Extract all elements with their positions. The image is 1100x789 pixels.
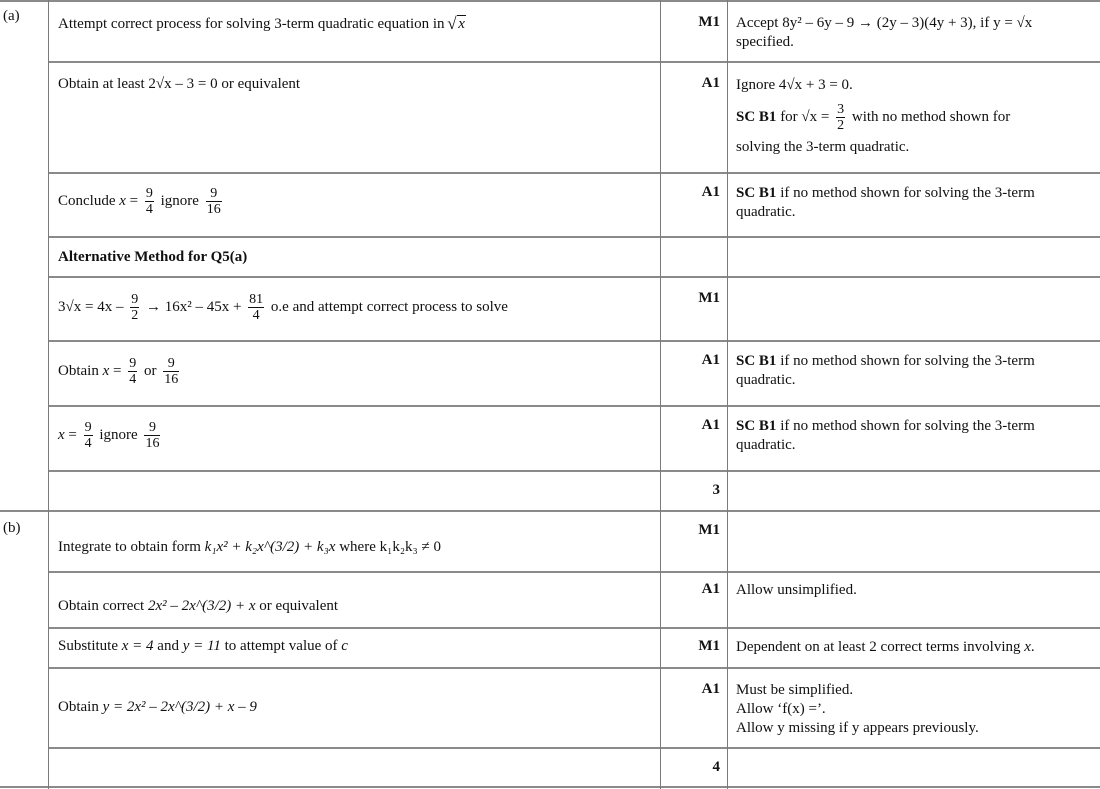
answer-text: Obtain at least (58, 76, 149, 92)
answer-suffix: where k₁k₂k₃ ≠ 0 (335, 539, 442, 555)
row-divider (49, 667, 1100, 669)
guidance-line: Allow ‘f(x) =’. (736, 701, 826, 717)
answer-suffix: or equivalent (217, 76, 301, 92)
guidance-line: quadratic. (736, 437, 796, 453)
var-x: x (102, 362, 110, 379)
guidance-cell (736, 352, 1096, 390)
answer-text: Substitute (58, 638, 122, 654)
guidance-cell: Dependent on at least 2 correct terms involving x. (736, 639, 1035, 655)
guidance-line: Must be simplified. (736, 682, 854, 698)
answer-cell (58, 598, 658, 615)
guidance-line: SC B1 for √x = $\frac{3}{2}$ with no method shown for (736, 102, 1011, 134)
guidance-cell (736, 417, 1096, 455)
sqrt-x: √ x (448, 16, 466, 33)
guidance-line: quadratic. (736, 204, 796, 220)
column-divider (48, 0, 49, 789)
alternative-method-heading: Alternative Method for Q5(a) (58, 249, 248, 265)
answer-text: or (140, 362, 161, 379)
mark-cell: A1 (701, 681, 720, 697)
answer-cell (58, 420, 658, 451)
mark-cell: A1 (701, 581, 720, 597)
table-top-border (0, 0, 1100, 2)
var-x: x (119, 192, 126, 209)
answer-math: → 16x² – 45x + (142, 298, 246, 315)
row-divider (49, 236, 1100, 238)
answer-text: Obtain (58, 362, 103, 379)
guidance-line: specified. (736, 34, 794, 50)
row-divider (49, 172, 1100, 174)
mark-cell: A1 (701, 75, 720, 91)
answer-cell (58, 186, 658, 217)
column-divider (660, 0, 661, 789)
answer-text: Attempt correct process for solving 3-term quadratic equation in (58, 16, 449, 32)
answer-suffix: to attempt value of (220, 638, 342, 654)
equals: = (64, 426, 81, 443)
answer-cell (58, 292, 658, 323)
mark-cell: M1 (698, 290, 720, 306)
fraction: $\frac{9}{4}$ (129, 356, 137, 387)
fraction: $\frac{9}{4}$ (145, 186, 153, 217)
mark-cell: M1 (698, 14, 720, 30)
answer-math: x = 4 (121, 638, 154, 654)
answer-text: and (153, 638, 183, 654)
row-divider (49, 747, 1100, 749)
guidance-line: SC B1 if no method shown for solving the 3-term (736, 185, 1035, 201)
answer-cell (58, 539, 658, 556)
answer-math: y = 2x² – 2x^(3/2) + x – 9 (102, 699, 257, 715)
part-divider (0, 510, 1100, 512)
fraction: $\frac{9}{4}$ (84, 420, 92, 451)
answer-math: k₁x² + k₂x^(3/2) + k₃x (204, 539, 336, 555)
guidance-cell (736, 681, 1096, 738)
guidance-line: SC B1 if no method shown for solving the 3-term (736, 353, 1035, 369)
guidance-line: quadratic. (736, 372, 796, 388)
mark-cell: A1 (701, 417, 720, 433)
answer-cell (58, 16, 658, 33)
row-divider (49, 340, 1100, 342)
answer-text: Obtain (58, 699, 103, 715)
part-label-b: (b) (3, 520, 21, 536)
row-divider (49, 627, 1100, 629)
fraction: $\frac{81}{4}$ (249, 292, 264, 323)
fraction: $\frac{9}{2}$ (131, 292, 139, 323)
guidance-line: Allow y missing if y appears previously. (736, 720, 979, 736)
answer-text: Obtain correct (58, 598, 148, 614)
fraction: $\frac{9}{16}$ (145, 420, 160, 451)
mark-cell: M1 (698, 522, 720, 538)
column-divider (727, 0, 728, 789)
fraction: $\frac{9}{16}$ (206, 186, 221, 217)
answer-cell (58, 638, 658, 655)
table-bottom-border (0, 786, 1100, 788)
answer-math: 2x² – 2x^(3/2) + x (147, 598, 256, 614)
mark-cell: A1 (701, 352, 720, 368)
mark-cell: M1 (698, 638, 720, 654)
total-marks-b: 4 (712, 759, 720, 775)
fraction: $\frac{9}{16}$ (164, 356, 179, 387)
answer-suffix: or equivalent (255, 598, 339, 614)
answer-suffix: o.e and attempt correct process to solve (267, 298, 508, 315)
row-divider (49, 405, 1100, 407)
total-marks-a: 3 (712, 482, 720, 498)
equals: = (125, 192, 142, 209)
answer-text: Integrate to obtain form (58, 539, 205, 555)
var-c: c (341, 638, 348, 654)
equals: = (109, 362, 126, 379)
answer-text: Conclude (58, 192, 120, 209)
row-divider (49, 276, 1100, 278)
answer-math: y = 11 (182, 638, 221, 654)
answer-text: ignore (156, 192, 203, 209)
answer-cell (58, 356, 658, 387)
guidance-line: Accept 8y² – 6y – 9 → (2y – 3)(4y + 3), if y = √x (736, 15, 1033, 31)
answer-math: 2√x – 3 = 0 (148, 76, 218, 92)
row-divider (49, 470, 1100, 472)
row-divider (49, 61, 1100, 63)
guidance-cell: Allow unsimplified. (736, 582, 857, 598)
guidance-cell (736, 184, 1096, 222)
guidance-line: Ignore 4√x + 3 = 0. (736, 77, 853, 93)
answer-cell (58, 699, 658, 716)
guidance-line: solving the 3-term quadratic. (736, 139, 910, 155)
part-label-a: (a) (3, 8, 20, 24)
answer-cell (58, 76, 658, 93)
guidance-line: SC B1 if no method shown for solving the 3-term (736, 418, 1035, 434)
row-divider (49, 571, 1100, 573)
guidance-cell (736, 14, 1096, 52)
var-x: x (58, 426, 65, 443)
mark-cell: A1 (701, 184, 720, 200)
answer-math: 3√x = 4x – (58, 298, 128, 315)
guidance-cell (736, 76, 1096, 156)
answer-text: ignore (95, 426, 142, 443)
